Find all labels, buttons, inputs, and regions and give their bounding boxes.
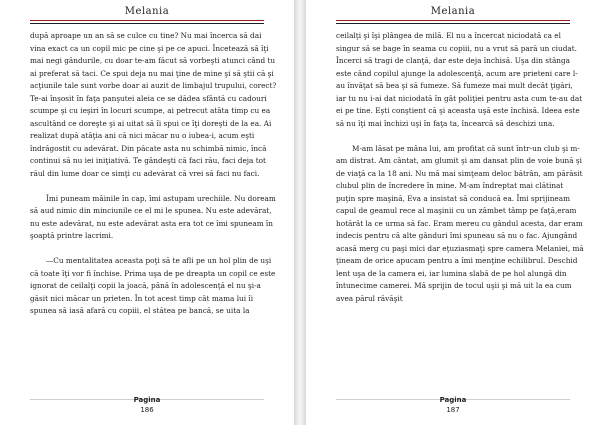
page-number: 187	[446, 406, 460, 414]
header-rule-dark	[30, 23, 264, 24]
page-label: Pagina	[133, 396, 161, 404]
paragraph: ceilalţi şi îşi plângea de milă. El nu a încercat niciodată ca el singur să se bage în seama cu copiii, nu a vrut să pară un ciudat. Încerci să tragi de clanţă, dar este deja închisă. Uşa din stânga este când copilul ajunge la adolescenţă, acum are prieteni care l-au învăţat să bea şi să fumeze. Să fumeze mai mult decât ţigări, iar tu nu i-ai dat niciodată în gât poliţiei pentru asta cum te-au dat ei pe tine. Eşti conştient că şi aceasta uşă este închisă. Ideea este să nu îţi mai închizi uşi în faţa ta, încearcă să deschizi una.	[336, 31, 583, 128]
paragraph: Îmi puneam mâinile în cap, îmi astupam urechiile. Nu doream să aud nimic din minciunile ce el mi le spunea. Nu este adevărat, nu este adevărat, nu este adevărat asta era tot ce îmi spuneam în şoaptă printre lacrimi.	[30, 193, 276, 240]
paragraph: —Cu mentalitatea aceasta poţi să te afli pe un hol plin de uşi că toate îţi vor fi închise. Prima uşa de pe dreapta un copil ce este ignorat de ceilalţi copii la joacă, până în adolescenţă el nu şi-a găsit nici măcar un prieten. În tot acest timp cât mama lui îi spunea să iasă afară cu copiii, el stătea pe bancă, se uita la	[30, 256, 276, 315]
header-rule-dark	[336, 23, 570, 24]
page-label: Pagina	[439, 396, 467, 404]
running-head: Melania	[124, 6, 170, 17]
running-head: Melania	[430, 6, 476, 17]
page-number: 186	[140, 406, 154, 414]
paragraph: după aproape un an să se culce cu tine? Nu mai încerca să dai vina exact ca un copil mic pe cine şi pe ce apuci. Încetează să îţi mai negi gândurile, cu doar te-am făcut să vorbeşti atunci când tu ai preferat să taci. Ce spui deja nu mai ţine de mine şi să ştii că şi acţiunile tale sunt vorbe doar ai auzit de limbajul trupului, corect? Te-ai înşosit în faţa panşutei aleia ce se dădea sfântă cu cadouri scumpe şi cu ieşiri în locuri scumpe, ai petrecut atâta timp cu ea ascultând ce doreşte şi ai uitat să îi spui ce îţi doreşti de la ea. Ai realizat după atâţia ani că nici măcar nu o iubea-i, acum eşti îndrăgostit cu adevărat. Din păcate asta nu schimbă nimic, încă continui să nu iei iniţiativă. Te gândeşti că faci rău, faci deja tot răul din lume doar ce simţi cu adevărat că vrei să faci nu faci.	[30, 31, 277, 178]
right-page	[306, 0, 600, 425]
book-gutter	[294, 0, 306, 425]
paragraph: M-am lăsat pe mâna lui, am profitat că sunt într-un club şi m-am distrat. Am cântat, am glumit şi am dansat plin de voie bună şi de viaţă ca la 18 ani. Nu mă mai simţeam deloc bătrân, am părăsit clubul plin de încredere în mine. M-am îndreptat mai clătinat puţin spre maşină, Eva a insistat să conducă ea. Îmi sprijineam capul de geamul rece al maşinii cu un zâmbet tâmp pe faţă,eram hotărât la ce urma să fac. Eram mereu cu gândul acesta, dar eram indecis pentru că alte gânduri îmi spuneau să nu o fac. Ajungând acasă merg cu paşi mici dar eţuziasmaţi spre camera Melaniei, mă ţineam de orice apucam pentru a îmi menţine echilibrul. Deschid lent uşa de la camera ei, iar lumina slabă de pe hol alungă din întunecime camerei. Mă sprijin de tocul uşii şi mă uit la ea cum avea părul răvăşit	[336, 143, 584, 303]
header-rule-red	[336, 20, 570, 21]
page-body	[30, 30, 278, 392]
left-page	[0, 0, 294, 425]
page-body	[336, 30, 584, 392]
header-rule-red	[30, 20, 264, 21]
